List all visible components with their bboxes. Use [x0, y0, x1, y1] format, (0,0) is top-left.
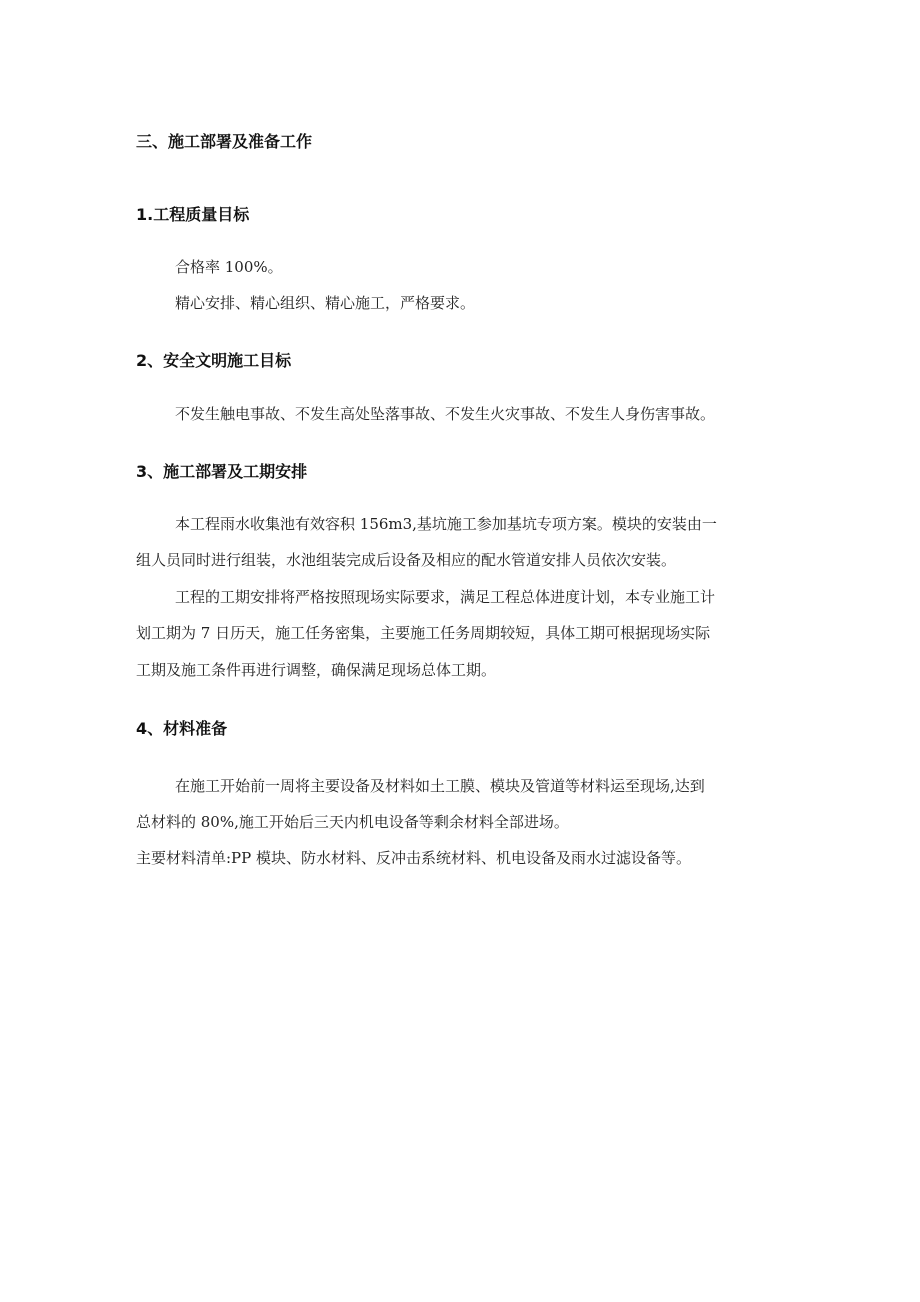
- section-title: 三、施工部署及准备工作: [136, 132, 313, 151]
- paragraph-line: 划工期为 7 日历天，施工任务密集，主要施工任务周期较短，具体工期可根据现场实际: [136, 624, 711, 642]
- paragraph-line: 在施工开始前一周将主要设备及材料如土工膜、模块及管道等材料运至现场,达到: [175, 777, 705, 795]
- paragraph-line: 本工程雨水收集池有效容积 156m3,基坑施工参加基坑专项方案。模块的安装由一: [175, 515, 717, 533]
- paragraph-line: 主要材料清单:PP 模块、防水材料、反冲击系统材料、机电设备及雨水过滤设备等。: [136, 849, 692, 867]
- heading-safety-goal: 2、安全文明施工目标: [136, 351, 292, 370]
- paragraph-line: 不发生触电事故、不发生高处坠落事故、不发生火灾事故、不发生人身伤害事故。: [175, 405, 716, 423]
- paragraph-line: 工程的工期安排将严格按照现场实际要求，满足工程总体进度计划，本专业施工计: [175, 588, 716, 606]
- heading-material-preparation: 4、材料准备: [136, 719, 228, 738]
- paragraph-line: 工期及施工条件再进行调整，确保满足现场总体工期。: [136, 661, 497, 679]
- paragraph-line: 总材料的 80%,施工开始后三天内机电设备等剩余材料全部进场。: [136, 813, 569, 831]
- heading-deployment-schedule: 3、施工部署及工期安排: [136, 462, 308, 481]
- paragraph-line: 组人员同时进行组装，水池组装完成后设备及相应的配水管道安排人员依次安装。: [136, 551, 677, 569]
- paragraph-line: 合格率 100%。: [175, 258, 283, 276]
- heading-quality-goal: 1.工程质量目标: [136, 205, 250, 224]
- paragraph-line: 精心安排、精心组织、精心施工，严格要求。: [175, 294, 476, 312]
